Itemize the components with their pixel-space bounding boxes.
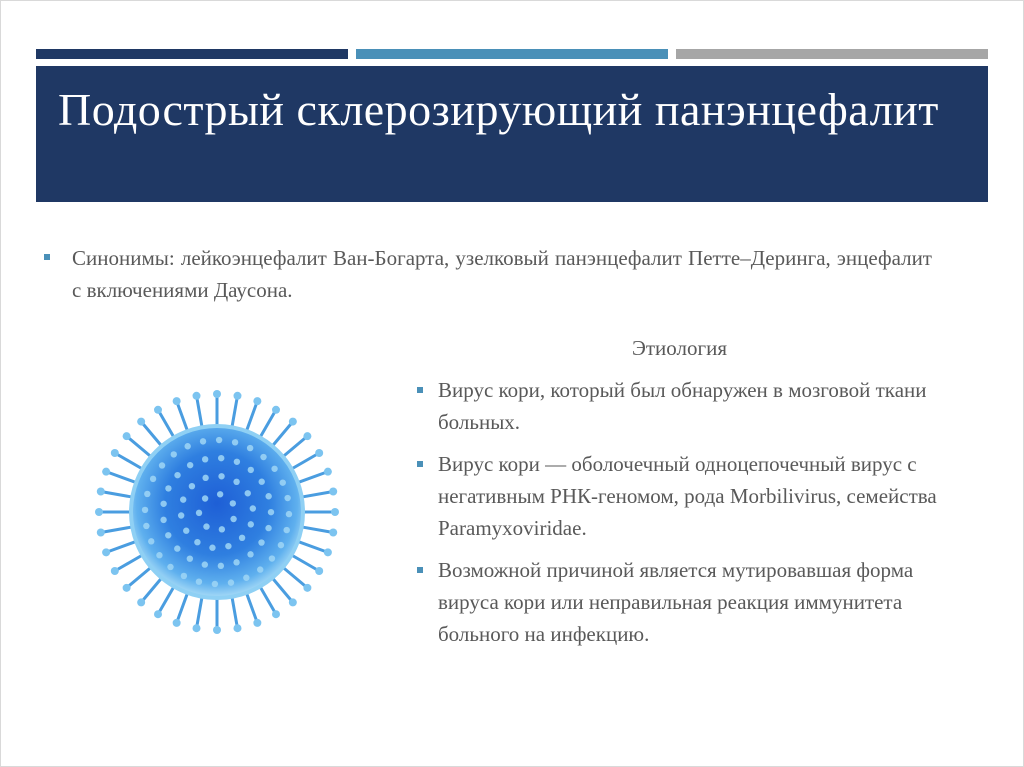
- synonyms-text: Синонимы: лейкоэнцефалит Ван-Богарта, узелковый панэнцефалит Петте–Деринга, энцефалит с включениями Даусона.: [72, 246, 932, 302]
- decor-bar-blue: [356, 49, 668, 59]
- bullet-square-icon: [417, 387, 423, 393]
- title-banner: [36, 66, 988, 202]
- bullet-square-icon: [417, 461, 423, 467]
- bullet-square-icon: [44, 254, 50, 260]
- etiology-item-2: Вирус кори — оболочечный одноцепочечный вирус с негативным РНК-геномом, рода Morbilivirus, семейства Paramyxoviridae.: [438, 452, 937, 540]
- decor-bar-gray: [676, 49, 988, 59]
- etiology-item-3: Возможной причиной является мутировавшая форма вируса кори или неправильная реакция иммунитета больного на инфекцию.: [438, 558, 914, 646]
- virus-illustration: [90, 385, 345, 640]
- decor-bar-dark: [36, 49, 348, 59]
- bullet-square-icon: [417, 567, 423, 573]
- etiology-item-1: Вирус кори, который был обнаружен в мозговой ткани больных.: [438, 378, 927, 434]
- slide-title: Подострый склерозирующий панэнцефалит: [58, 84, 939, 135]
- etiology-heading: Этиология: [632, 336, 727, 360]
